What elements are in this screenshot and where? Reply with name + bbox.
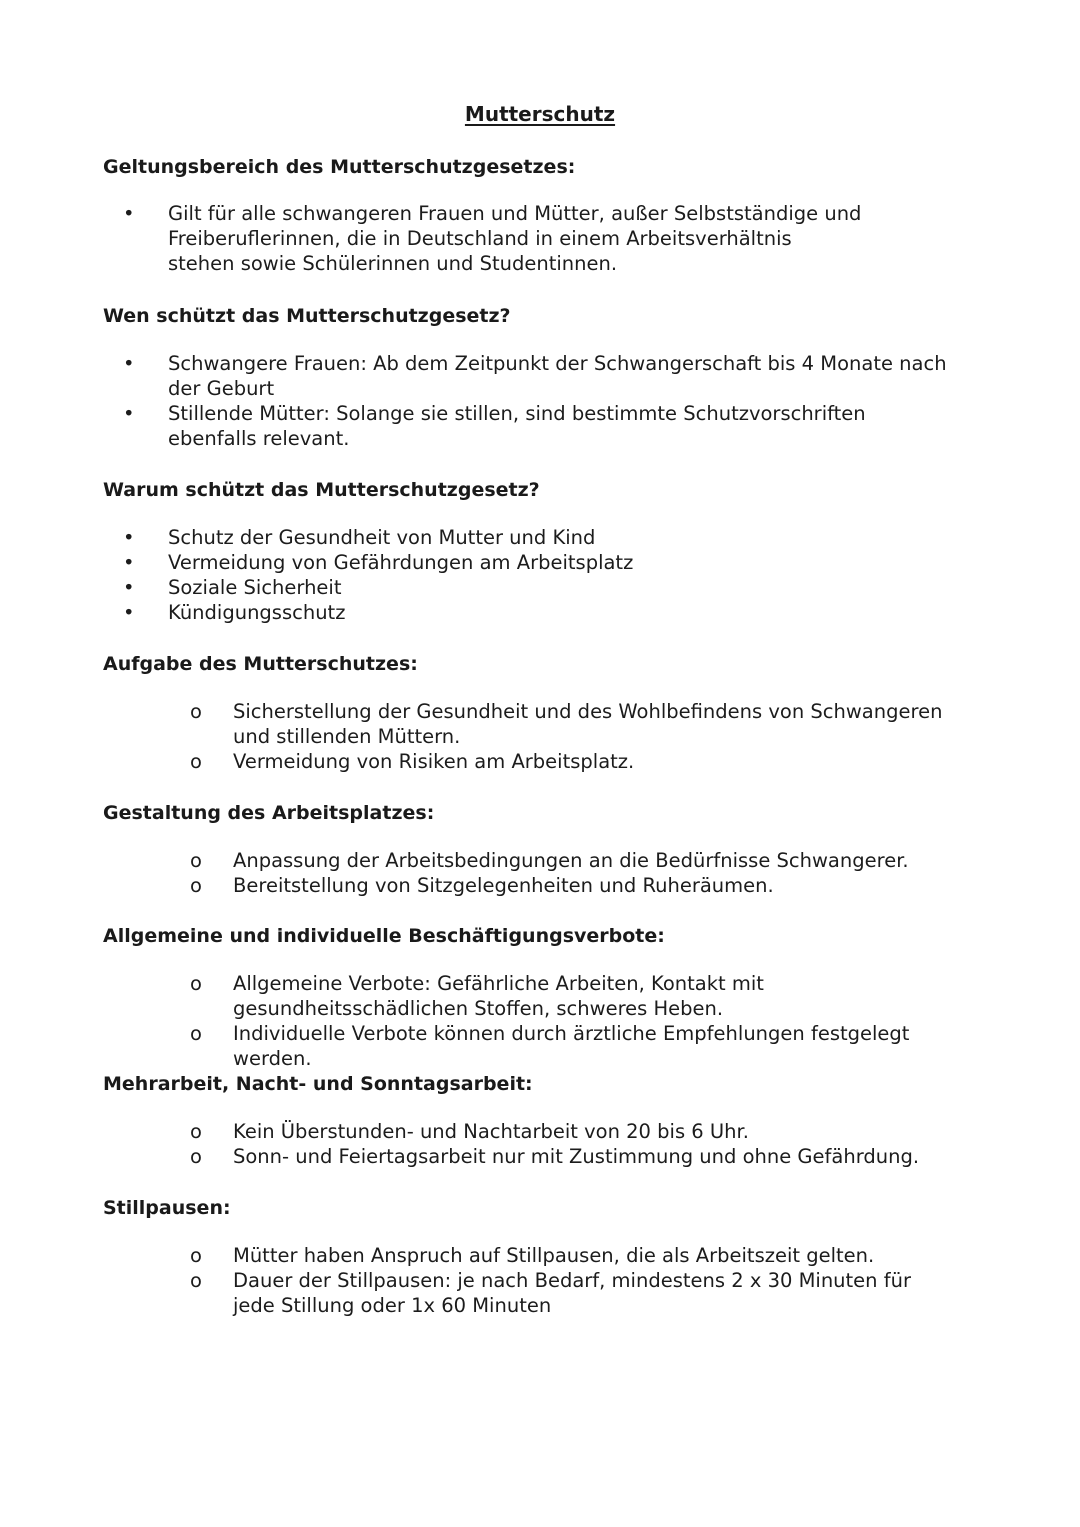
document-title: Mutterschutz: [464, 102, 616, 126]
list-item: [103, 600, 983, 625]
section-warum-schuetzt: [103, 478, 983, 625]
list-item-text: Allgemeine Verbote: Gefährliche Arbeiten, Kontakt mit gesundheitsschädlichen Stoffen, schweres Heben.: [233, 972, 764, 1020]
section-heading: Geltungsbereich des Mutterschutzgesetzes:: [103, 156, 576, 178]
list-item: [103, 550, 983, 575]
circle-marker: o: [190, 1120, 202, 1143]
section-heading: Warum schützt das Mutterschutzgesetz?: [103, 479, 540, 501]
list-item: [103, 1119, 983, 1144]
section-gestaltung: [103, 801, 983, 898]
circle-list: [103, 699, 983, 774]
bullet-marker: •: [123, 551, 135, 574]
list-item-text: Vermeidung von Gefährdungen am Arbeitsplatz: [168, 551, 634, 574]
list-item: [103, 401, 953, 451]
list-item: [103, 201, 863, 276]
circle-list: [103, 1243, 953, 1318]
section-beschaeftigungsverbote: [103, 924, 983, 1071]
list-item: [103, 351, 953, 401]
section-heading: Mehrarbeit, Nacht- und Sonntagsarbeit:: [103, 1073, 533, 1095]
section-stillpausen: [103, 1196, 983, 1318]
list-item-text: Individuelle Verbote können durch ärztliche Empfehlungen festgelegt werden.: [233, 1022, 910, 1070]
circle-list: [103, 1119, 983, 1169]
circle-marker: o: [190, 1244, 202, 1267]
section-heading: Wen schützt das Mutterschutzgesetz?: [103, 305, 511, 327]
list-item-text: Mütter haben Anspruch auf Stillpausen, die als Arbeitszeit gelten.: [233, 1244, 875, 1267]
list-item-text: Schutz der Gesundheit von Mutter und Kind: [168, 526, 596, 549]
list-item-text: Bereitstellung von Sitzgelegenheiten und Ruheräumen.: [233, 874, 774, 897]
circle-marker: o: [190, 1145, 202, 1168]
circle-marker: o: [190, 1269, 202, 1292]
circle-marker: o: [190, 700, 202, 723]
bullet-list: [103, 201, 863, 276]
bullet-list: [103, 351, 953, 451]
list-item: [103, 1243, 953, 1268]
circle-list: [103, 971, 983, 1071]
bullet-marker: •: [123, 526, 135, 549]
list-item-text: Gilt für alle schwangeren Frauen und Mütter, außer Selbstständige und Freiberuflerinnen, die in Deutschland in einem Arbeitsverhältnis stehen sowie Schülerinnen und Studentinnen.: [168, 202, 862, 275]
list-item: [103, 749, 983, 774]
list-item-text: Kündigungsschutz: [168, 601, 346, 624]
bullet-list: [103, 525, 983, 625]
section-mehrarbeit: [103, 1072, 983, 1169]
list-item: [103, 525, 983, 550]
list-item: [103, 971, 983, 1021]
bullet-marker: •: [123, 202, 135, 225]
circle-marker: o: [190, 874, 202, 897]
circle-list: [103, 848, 983, 898]
list-item-text: Stillende Mütter: Solange sie stillen, sind bestimmte Schutzvorschriften ebenfalls relevant.: [168, 402, 866, 450]
section-wen-schuetzt: [103, 304, 983, 451]
circle-marker: o: [190, 750, 202, 773]
list-item-text: Sonn- und Feiertagsarbeit nur mit Zustimmung und ohne Gefährdung.: [233, 1145, 920, 1168]
list-item: [103, 699, 983, 749]
circle-marker: o: [190, 1022, 202, 1045]
list-item: [103, 848, 983, 873]
bullet-marker: •: [123, 402, 135, 425]
bullet-marker: •: [123, 352, 135, 375]
section-heading: Aufgabe des Mutterschutzes:: [103, 653, 418, 675]
list-item: [103, 575, 983, 600]
list-item-text: Anpassung der Arbeitsbedingungen an die Bedürfnisse Schwangerer.: [233, 849, 909, 872]
list-item-text: Vermeidung von Risiken am Arbeitsplatz.: [233, 750, 635, 773]
section-heading: Gestaltung des Arbeitsplatzes:: [103, 802, 435, 824]
section-geltungsbereich: [103, 155, 983, 276]
circle-marker: o: [190, 849, 202, 872]
list-item-text: Soziale Sicherheit: [168, 576, 342, 599]
list-item: [103, 1021, 983, 1071]
list-item-text: Kein Überstunden- und Nachtarbeit von 20 bis 6 Uhr.: [233, 1120, 749, 1143]
bullet-marker: •: [123, 576, 135, 599]
list-item: [103, 873, 983, 898]
bullet-marker: •: [123, 601, 135, 624]
section-heading: Allgemeine und individuelle Beschäftigungsverbote:: [103, 925, 665, 947]
list-item-text: Dauer der Stillpausen: je nach Bedarf, mindestens 2 x 30 Minuten für jede Stillung oder 1x 60 Minuten: [233, 1269, 911, 1317]
list-item-text: Sicherstellung der Gesundheit und des Wohlbefindens von Schwangeren und stillenden Müttern.: [233, 700, 943, 748]
list-item: [103, 1144, 983, 1169]
circle-marker: o: [190, 972, 202, 995]
list-item: [103, 1268, 953, 1318]
section-heading: Stillpausen:: [103, 1197, 231, 1219]
list-item-text: Schwangere Frauen: Ab dem Zeitpunkt der Schwangerschaft bis 4 Monate nach der Geburt: [168, 352, 947, 400]
section-aufgabe: [103, 652, 983, 774]
